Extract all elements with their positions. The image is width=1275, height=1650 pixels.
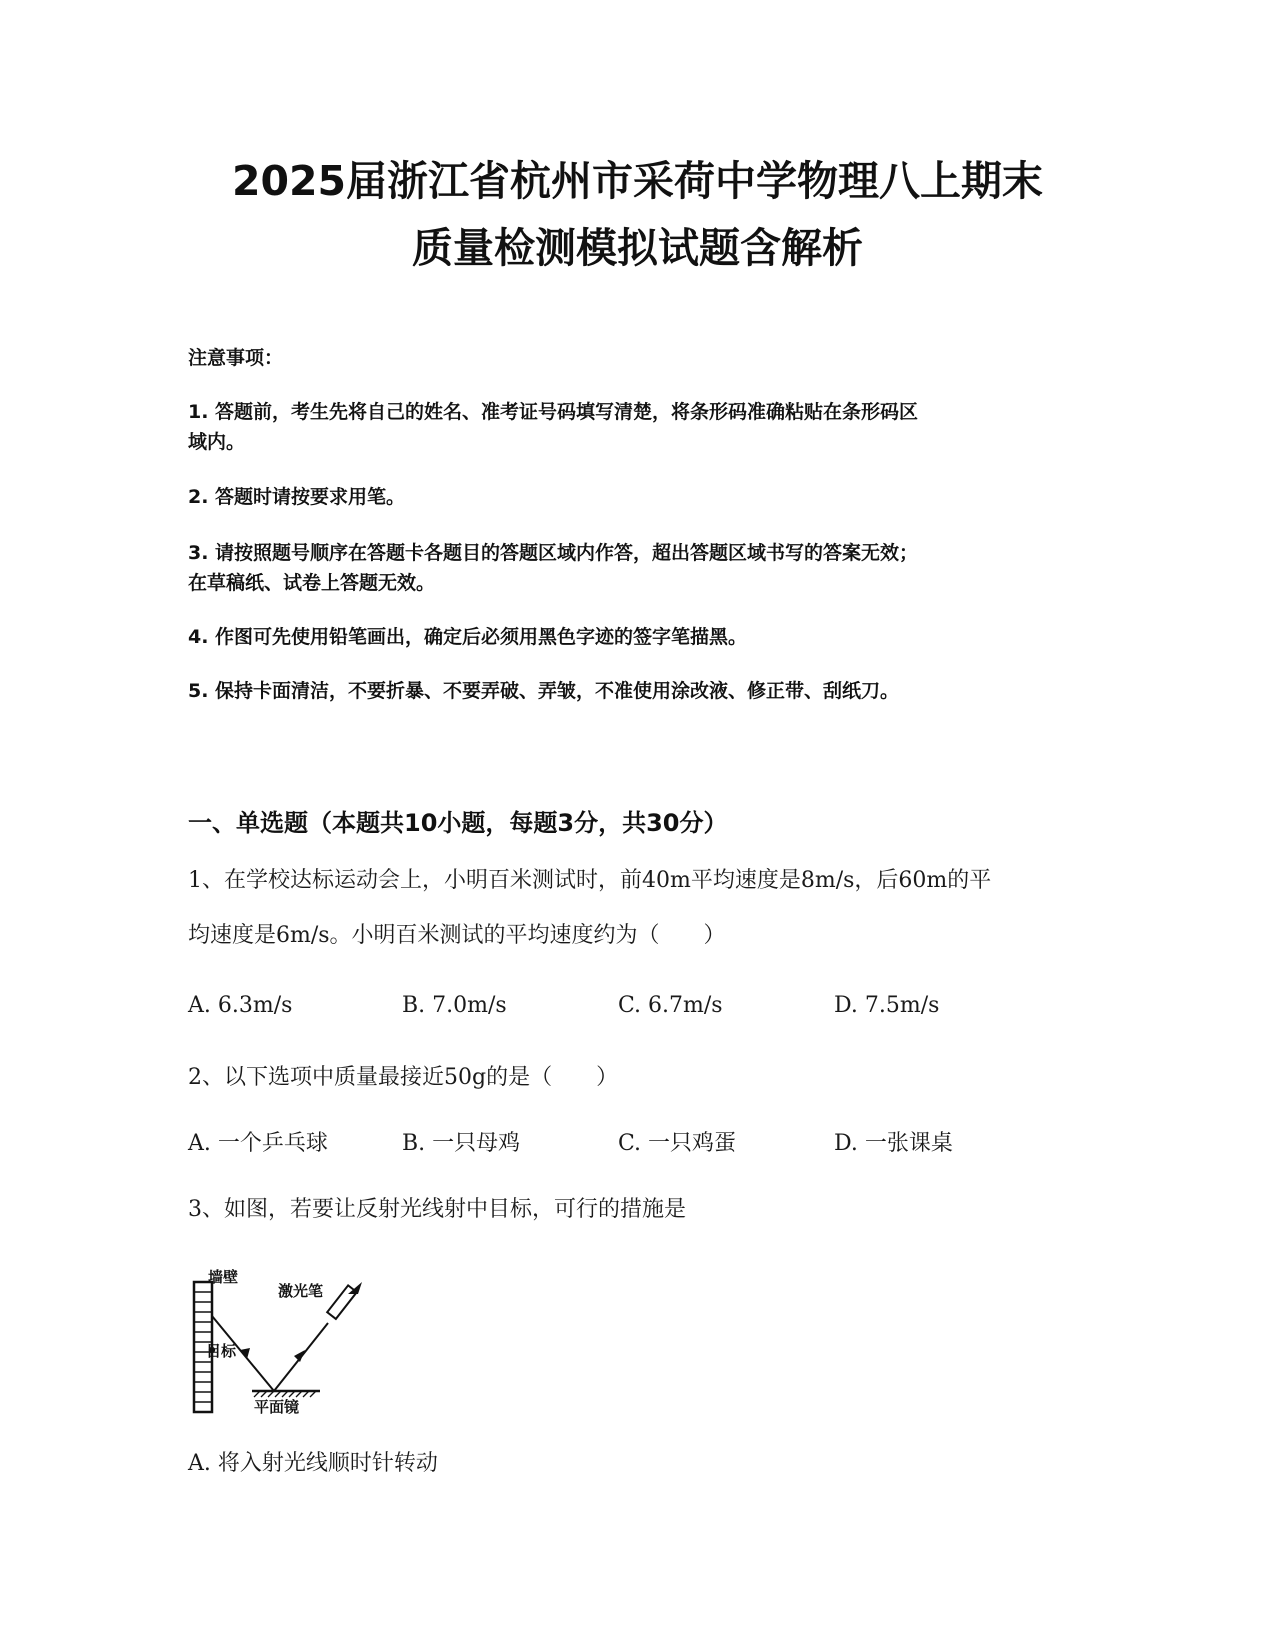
notice-item-2: 2. 答题时请按要求用笔。: [188, 486, 406, 508]
question-1-option-c: C. 6.7m/s: [618, 993, 723, 1018]
notice-item-3: 3. 请按照题号顺序在答题卡各题目的答题区域内作答，超出答题区域书写的答案无效；: [188, 542, 919, 564]
notice-item-1-cont: 域内。: [188, 431, 246, 453]
wall-label: 墙壁: [208, 1268, 239, 1286]
notice-item-5: 5. 保持卡面清洁，不要折暴、不要弄破、弄皱，不准使用涂改液、修正带、刮纸刀。: [188, 680, 900, 702]
question-1-option-b: B. 7.0m/s: [402, 993, 507, 1018]
question-2-option-c: C. 一只鸡蛋: [618, 1131, 737, 1156]
question-2-option-b: B. 一只母鸡: [402, 1131, 521, 1156]
document-title-line-2: 质量检测模拟试题含解析: [412, 224, 863, 272]
question-1-text: 1、在学校达标运动会上，小明百米测试时，前40m平均速度是8m/s，后60m的平: [188, 868, 992, 893]
question-2-option-a: A. 一个乒乓球: [188, 1131, 328, 1156]
laser-label: 激光笔: [278, 1282, 324, 1300]
mirror-label: 平面镜: [254, 1398, 300, 1416]
notice-item-1: 1. 答题前，考生先将自己的姓名、准考证号码填写清楚，将条形码准确粘贴在条形码区: [188, 401, 919, 423]
question-3-figure: [190, 1268, 380, 1418]
section-heading-single-choice: 一、单选题（本题共10小题，每题3分，共30分）: [188, 809, 728, 837]
question-2-text: 2、以下选项中质量最接近50g的是（ ）: [188, 1065, 619, 1090]
question-1-option-a: A. 6.3m/s: [188, 993, 293, 1018]
notice-item-4: 4. 作图可先使用铅笔画出，确定后必须用黑色字迹的签字笔描黑。: [188, 626, 748, 648]
question-1-option-d: D. 7.5m/s: [834, 993, 940, 1018]
notice-heading: 注意事项：: [188, 347, 284, 369]
notice-item-3-cont: 在草稿纸、试卷上答题无效。: [188, 572, 436, 594]
question-3-text: 3、如图，若要让反射光线射中目标，可行的措施是: [188, 1197, 686, 1222]
question-1-text-cont: 均速度是6m/s。小明百米测试的平均速度约为（ ）: [188, 923, 726, 948]
incident-arrow-icon: [294, 1350, 305, 1362]
laser-pen-icon: [327, 1282, 362, 1319]
question-2-option-d: D. 一张课桌: [834, 1131, 953, 1156]
target-label: 目标: [206, 1342, 237, 1360]
question-3-option-a: A. 将入射光线顺时针转动: [188, 1451, 438, 1476]
document-title-line-1: 2025届浙江省杭州市采荷中学物理八上期末: [231, 157, 1044, 205]
plane-mirror-diagram: [252, 1391, 320, 1397]
